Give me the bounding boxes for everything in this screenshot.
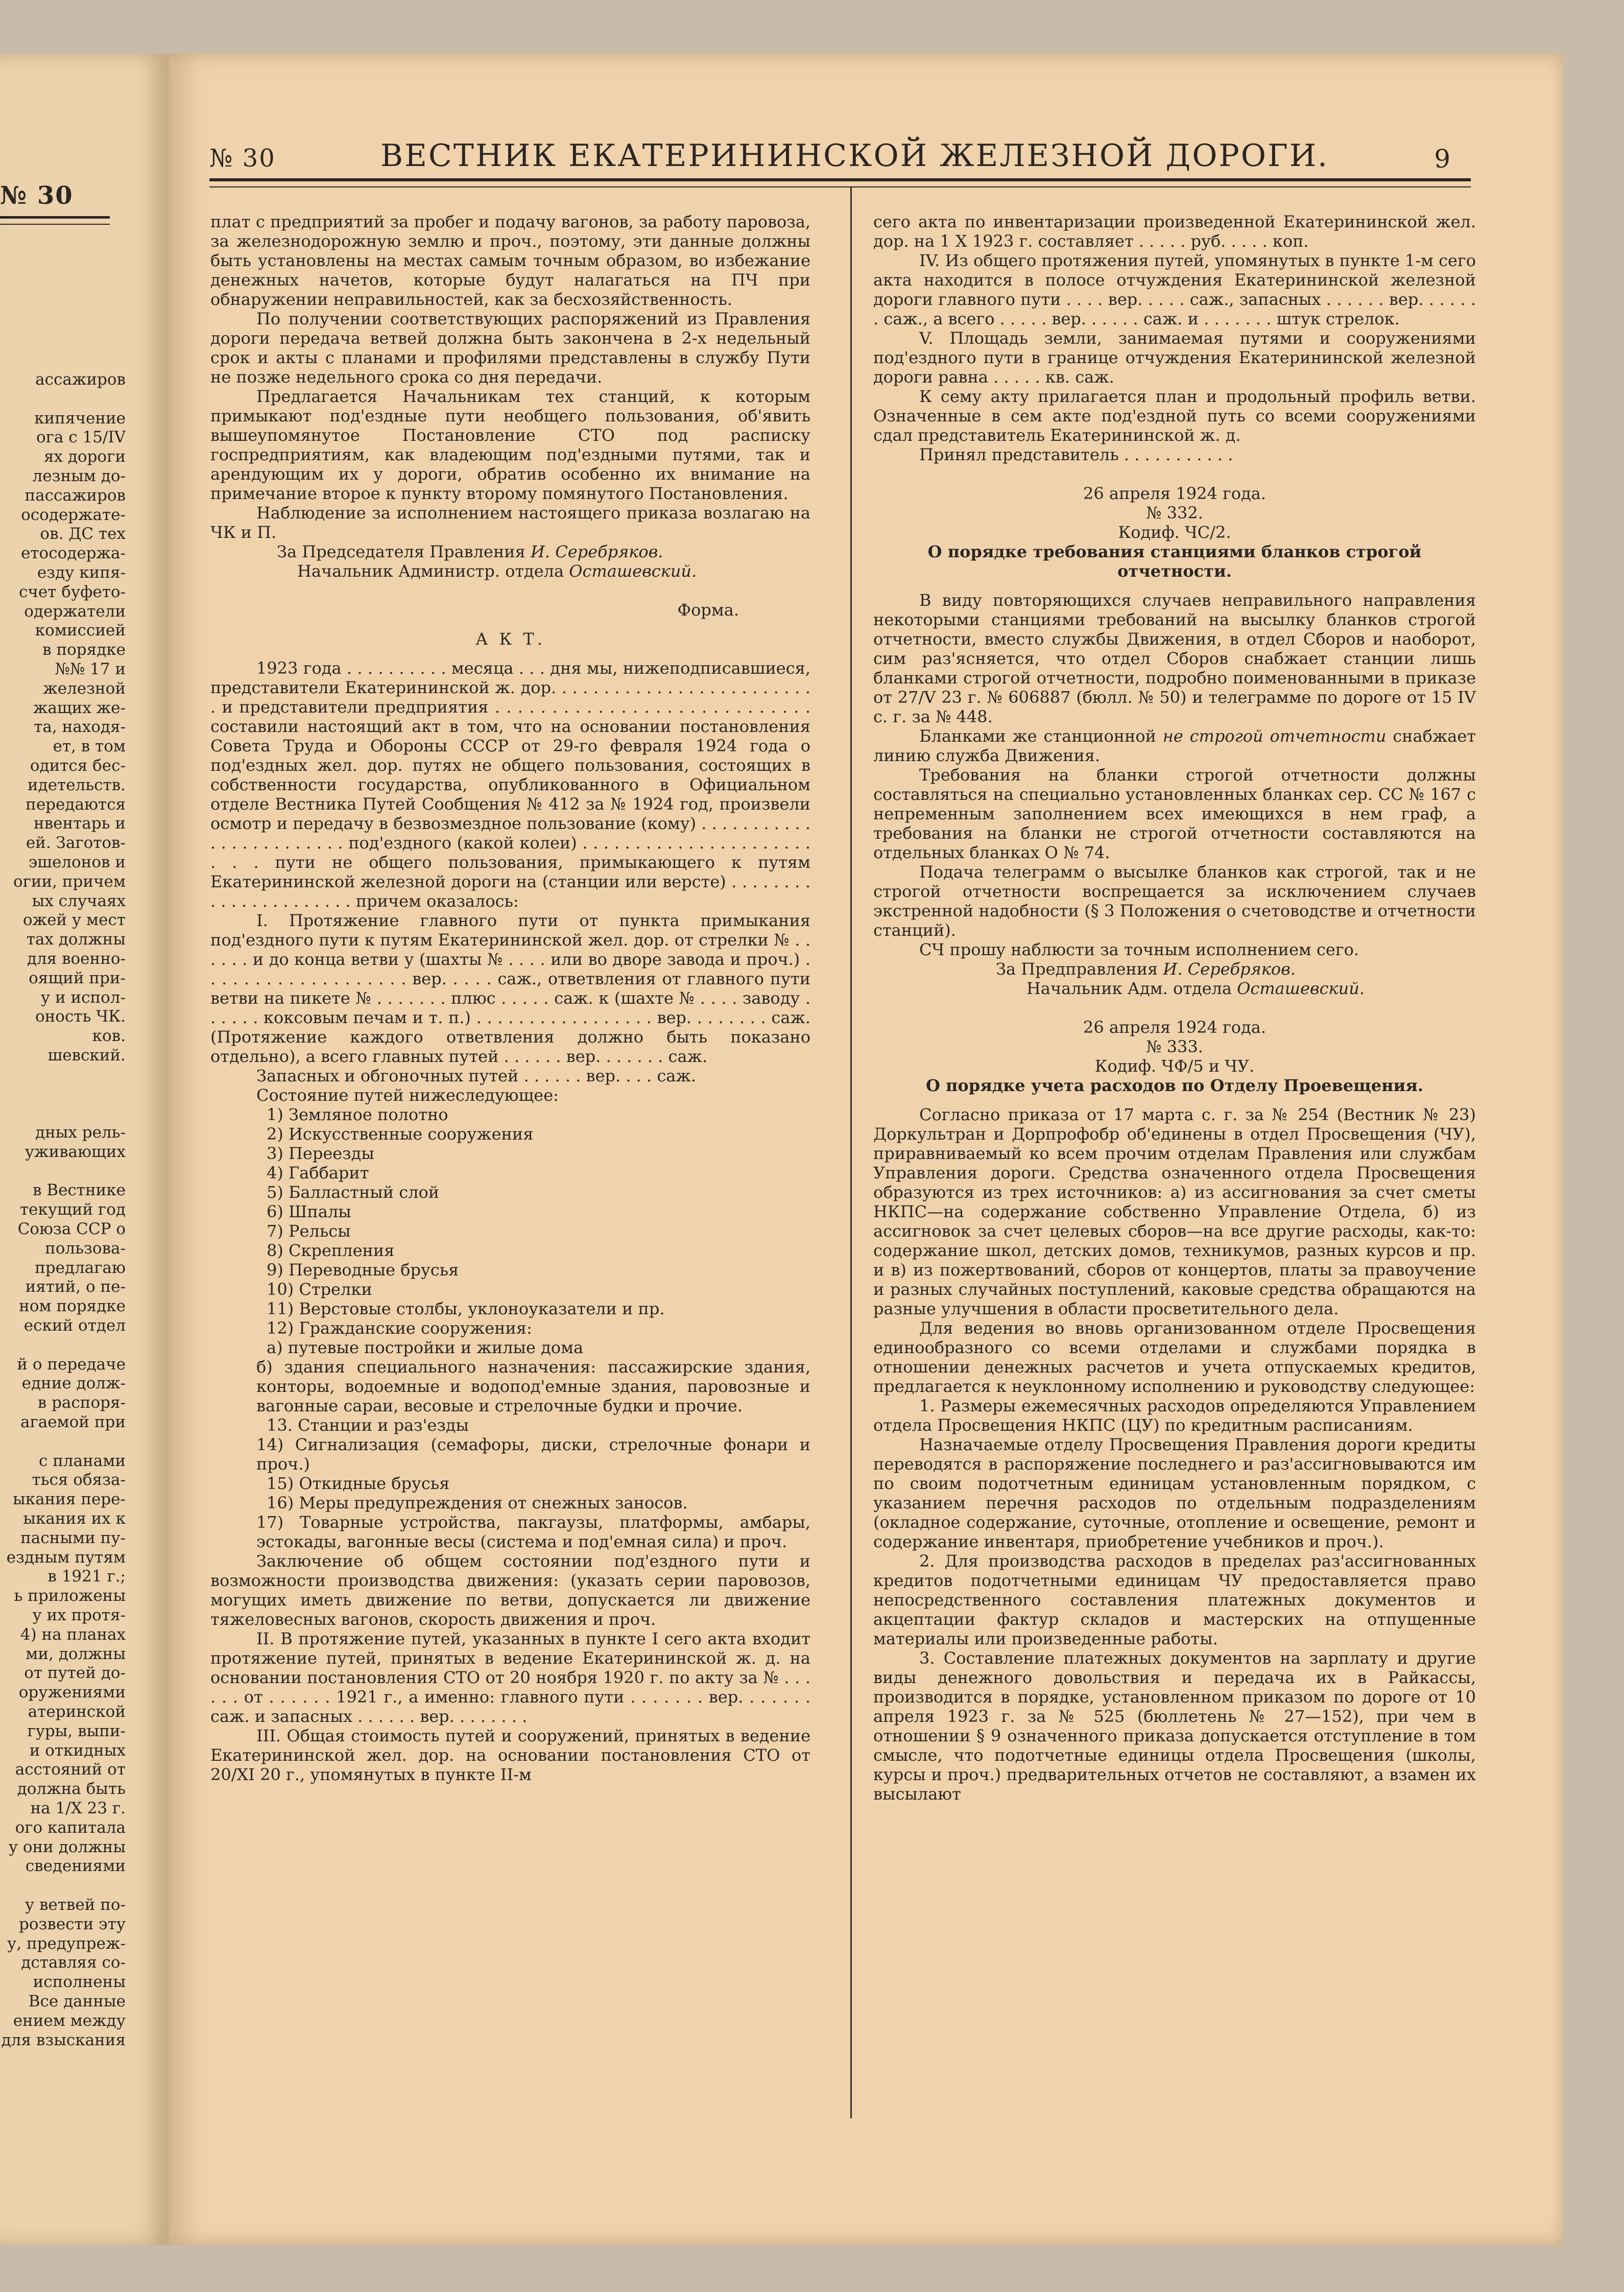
list-item: б) здания специального назначения: пассажирские здания, конторы, водоемные и водопод'емные здания, паровозные и вагонные сараи, весовые и стрелочные будки и прочие. — [256, 1357, 810, 1415]
adjacent-text-line: счет буфето- — [18, 582, 126, 601]
adjacent-text-line: едние долж- — [21, 1374, 126, 1393]
list-item: 9) Переводные брусья — [267, 1260, 459, 1280]
adjacent-text-line: для военно- — [27, 949, 126, 968]
paragraph: Назначаемые отделу Просвещения Правления дороги кредиты переводятся в распоряжение последнего и раз'ассигновываются им по своим подотчетным единицам установленным порядком, с указанием перечня расходов по отдельным подразделениям (окладное содержание, суточные, отопление и освещение, ремонт и содержание инвентаря, приобретение учебников и проч.). — [873, 1435, 1476, 1551]
paragraph: Требования на бланки строгой отчетности должны составляться на специально установленных бланках сер. СС № 167 с непременным заполнением всех имеющихся в нем граф, а требования на бланки не строгой отчетности составляются на отдельных бланках О № 74. — [873, 765, 1476, 862]
list-item: 6) Шпалы — [267, 1202, 351, 1221]
adjacent-text-line: у их протя- — [32, 1606, 126, 1624]
paragraph: 3. Составление платежных документов на зарплату и другие виды денежного довольствия и передача их в Райкассы, производится в порядке, установленном приказом по дороге от 10 апреля 1923 г. за № 525 (бюллетень № 27—152), при чем в отношении § 9 означенного приказа допускается отступление в том смысле, что подотчетные единицы отдела Просвещения (школы, курсы и проч.) предварительных отчетов не составляют, а взамен их высылают — [873, 1648, 1476, 1804]
adjacent-text-line: должна быть — [17, 1780, 126, 1799]
adjacent-text-line — [0, 1432, 126, 1452]
page-header — [209, 138, 1471, 174]
adjacent-text-line: ожей у мест — [22, 911, 126, 930]
paragraph: В виду повторяющихся случаев неправильного направления некоторыми станциями требований на высылку бланков строгой отчетности, вместо службы Движения, в отдел Сборов и наоборот, сим раз'ясняется, что отдел Сборов снабжает станции лишь бланками строгой отчетности, подробно поименованными в приказе от 27/V 23 г. № 606887 (бюлл. № 50) и телеграмме по дороге от 15 IV с. г. за № 448. — [873, 590, 1476, 726]
paragraph: II. В протяжение путей, указанных в пункте I сего акта входит протяжение путей, принятых в ведение Екатерининской ж. д. на основании постановления СТО от 20 ноября 1920 г. по акту за № . . . . . . от . . . . . . 1921 г., а именно: главного пути . . . . . . . вер. . . . . . . саж. и запасных . . . . . . вер. . . . . . . . — [210, 1629, 810, 1726]
list-item: 11) Верстовые столбы, уклоноуказатели и пр. — [267, 1299, 665, 1318]
paragraph: плат с предприятий за пробег и подачу вагонов, за работу паровоза, за железнодорожную землю и проч., поэтому, эти данные должны быть установлены на местах самым точным образом, во избежание денежных начетов, которые будут налагаться на ПЧ при обнаружении неправильностей, как за бесхозяйственность. — [210, 212, 810, 309]
list-item: 7) Рельсы — [267, 1221, 351, 1241]
adjacent-text-line: ением между — [13, 2011, 126, 2030]
list-item: 4) Габбарит — [267, 1163, 369, 1183]
list-item: 12) Гражданские сооружения: — [267, 1318, 532, 1338]
list-item: 5) Балластный слой — [267, 1183, 440, 1202]
adjacent-text-line: сведениями — [25, 1857, 126, 1876]
adjacent-text-line: 4) на планах — [20, 1625, 126, 1644]
signature-line: За Предправления И. Серебряков. — [996, 959, 1296, 979]
adjacent-text-line: пассажиров — [25, 486, 126, 505]
signature-line: За Председателя Правления И. Серебряков. — [277, 542, 663, 561]
header-rule — [209, 178, 1471, 187]
condition-list — [210, 1105, 810, 1338]
form-label: Форма. — [677, 600, 739, 620]
adjacent-text-line — [0, 1876, 126, 1896]
adjacent-text-line: ми, должны — [26, 1644, 126, 1663]
act-title: А К Т. — [475, 629, 545, 649]
list-item: 13. Станции и раз'езды — [267, 1415, 469, 1435]
paragraph: Согласно приказа от 17 марта с. г. за № 254 (Вестник № 23) Доркультран и Дорпрофобр об'единены в отдел Просвещения (ЧУ), приравниваемый ко всем прочим отделам Правления или службам Управления дороги. Средства означенного отдела Просвещения образуются из трех источников: а) из ассигнования за счет сметы НКПС—на содержание собственно Управление Отдела, б) из ассигновок за счет целевых сборов—на все другие расходы, как-то: содержание школ, детских домов, техникумов, разных курсов и пр. и в) из пожертвований, сборов от концертов, платы за правоучение и разных случайных поступлений, каковые средства обращаются на разные улучшения в области просветительного дела. — [873, 1105, 1476, 1318]
adjacent-text-line — [0, 1104, 126, 1123]
adjacent-text-line: и откидных — [29, 1741, 126, 1760]
paragraph: Бланками же станционной не строгой отчетности снабжает линию служба Движения. — [873, 726, 1476, 765]
adjacent-text-line: в 1921 г.; — [47, 1567, 126, 1586]
adjacent-text-line: у ветвей по- — [25, 1895, 126, 1914]
adjacent-text-line: иятий, о пе- — [25, 1278, 126, 1296]
adjacent-text-line: передаются — [26, 795, 126, 814]
adjacent-text-line: дставляя со- — [21, 1953, 126, 1972]
paragraph: К сему акту прилагается план и продольный профиль ветви. Означенные в сем акте под'ездной путь со всеми сооружениями сдал представитель Екатерининской ж. д. — [873, 387, 1476, 445]
order-date: 26 апреля 1924 года. — [1083, 484, 1266, 503]
list-item: 15) Откидные брусья — [267, 1474, 450, 1493]
adjacent-text-line: уживающих — [25, 1142, 126, 1161]
adjacent-text-line: Все данные — [28, 1992, 126, 2011]
adjacent-text-line: жащих же- — [33, 698, 126, 717]
adjacent-text-line: №№ 17 и — [55, 659, 126, 678]
order-number: № 332. — [1146, 503, 1203, 523]
adjacent-text-line: у и испол- — [40, 988, 126, 1007]
adjacent-text-line: комиссией — [35, 621, 126, 640]
adjacent-text-line: пользова- — [45, 1239, 126, 1258]
paragraph: По получении соответствующих распоряжений из Правления дороги передача ветвей должна быть закончена в 2-х недельный срок и акты с планами и профилями представлены в службу Пути не позже недельного срока со дня передачи. — [210, 309, 810, 387]
adjacent-text-line: ях дороги — [43, 447, 126, 466]
adjacent-text-line: ей. Заготов- — [26, 834, 126, 853]
paragraph: сего акта по инвентаризации произведенной Екатерининской жел. дор. на 1 X 1923 г. составляет . . . . . руб. . . . . коп. — [873, 212, 1476, 251]
paragraph: Принял представитель . . . . . . . . . . . — [919, 445, 1233, 464]
order-title: О порядке учета расходов по Отделу Проевещения. — [925, 1076, 1424, 1095]
adjacent-text-line: ь приложены — [14, 1587, 126, 1605]
list-item: 1) Земляное полотно — [267, 1105, 448, 1124]
adjacent-text-line: исполнены — [33, 1973, 126, 1992]
adjacent-text-line: оящий при- — [29, 968, 126, 987]
paragraph: Состояние путей нижеследующее: — [256, 1085, 559, 1105]
paragraph: Наблюдение за исполнением настоящего приказа возлагаю на ЧК и П. — [210, 503, 810, 542]
signatory-name: Осташевский. — [569, 561, 697, 581]
adjacent-text-line: Союза ССР о — [17, 1220, 126, 1239]
adjacent-text-line: у они должны — [8, 1837, 126, 1856]
list-item: 14) Сигнализация (семафоры, диски, стрелочные фонари и проч.) — [256, 1435, 810, 1474]
adjacent-text-line: етосодержа- — [21, 544, 126, 563]
adjacent-text-line: в порядке — [42, 641, 126, 659]
adjacent-text-line: одержатели — [24, 602, 126, 621]
adjacent-text-line: у, предупреж- — [7, 1934, 126, 1953]
column-divider — [850, 187, 852, 2118]
adjacent-text-line: розвести эту — [19, 1915, 126, 1933]
page-number: 9 — [1434, 144, 1450, 174]
signatory-name: И. Серебряков. — [1163, 959, 1296, 979]
order-date: 26 апреля 1924 года. — [1083, 1018, 1266, 1037]
signature-line: Начальник Администр. отдела Осташевский. — [297, 561, 697, 581]
adjacent-text-line: ов. ДС тех — [40, 525, 126, 544]
paragraph: Подача телеграмм о высылке бланков как строгой, так и не строгой отчетности воспрещается за исключением случаев экстренной надобности (§ 3 Положения о счетоводстве и отчетности станций). — [873, 862, 1476, 940]
paragraph: V. Площадь земли, занимаемая путями и сооружениями под'ездного пути в границе отчуждения Екатерининской железной дороги равна . . . . . кв. саж. — [873, 328, 1476, 387]
adjacent-text-line: шевский. — [47, 1046, 126, 1065]
adjacent-page-text — [0, 370, 126, 2050]
adjacent-text-line: тах должны — [26, 930, 126, 949]
list-item: 10) Стрелки — [267, 1280, 372, 1299]
adjacent-text-line: идетельств. — [28, 775, 126, 794]
adjacent-text-line: ога с 15/IV — [36, 428, 126, 447]
adjacent-text-line: ном порядке — [19, 1297, 126, 1316]
codification: Кодиф. ЧС/2. — [1118, 523, 1231, 542]
adjacent-text-line: ет, в том — [53, 737, 126, 756]
signatory-name: Осташевский. — [1237, 979, 1365, 998]
adjacent-text-line: ассажиров — [35, 370, 126, 389]
adjacent-text-line: оружениями — [18, 1683, 126, 1702]
adjacent-text-line — [0, 1336, 126, 1355]
adjacent-text-line: та, находя- — [34, 718, 126, 737]
adjacent-text-line — [0, 1066, 126, 1085]
signature-line: Начальник Адм. отдела Осташевский. — [1026, 979, 1365, 998]
adjacent-text-line: ться обяза- — [32, 1471, 126, 1490]
paragraph: СЧ прошу наблюсти за точным исполнением сего. — [919, 940, 1359, 959]
paragraph: IV. Из общего протяжения путей, упомянутых в пункте 1-м сего акта находится в полосе отчуждения Екатерининской железной дороги главного пути . . . . вер. . . . . саж., запасных . . . . . . вер. . . . . . . саж., а всего . . . . . вер. . . . . . саж. и . . . . . . . штук стрелок. — [873, 251, 1476, 328]
adjacent-text-line — [0, 1162, 126, 1182]
adjacent-text-line: ыкания их к — [23, 1509, 126, 1528]
list-item: 16) Меры предупреждения от снежных заносов. — [267, 1493, 688, 1513]
adjacent-header-rule — [0, 216, 110, 225]
adjacent-text-line: нвентарь и — [34, 814, 126, 833]
list-item: 8) Скрепления — [267, 1241, 395, 1260]
adjacent-text-line: осодержате- — [21, 505, 126, 524]
adjacent-text-line: ых случаях — [32, 891, 126, 910]
paragraph: 1. Размеры ежемесячных расходов определяются Управлением отдела Просвещения НКПС (ЦУ) по кредитным расписаниям. — [873, 1396, 1476, 1435]
codification: Кодиф. ЧФ/5 и ЧУ. — [1094, 1056, 1255, 1076]
adjacent-text-line: кипячение — [34, 409, 126, 428]
newspaper-page — [169, 54, 1563, 2245]
adjacent-text-line: текущий год — [19, 1200, 126, 1219]
list-item: 2) Искусственные сооружения — [267, 1124, 534, 1144]
adjacent-text-line — [0, 1084, 126, 1104]
order-title: О порядке требования станциями бланков строгой отчетности. — [927, 542, 1422, 581]
adjacent-text-line: ого капитала — [15, 1818, 126, 1837]
adjacent-text-line: от путей до- — [24, 1664, 126, 1683]
adjacent-text-line: й о передаче — [17, 1355, 126, 1374]
paragraph: Для ведения во вновь организованном отделе Просвещения единообразного со всеми отделами и службами порядка в отношении денежных расчетов и учета отпускаемых кредитов, предлагается к неуклонному исполнению и руководству следующее: — [873, 1318, 1476, 1396]
paragraph: III. Общая стоимость путей и сооружений, принятых в ведение Екатерининской жел. дор. на основании постановления СТО от 20/XI 20 г., упомянутых в пункте II-м — [210, 1726, 810, 1784]
paragraph: Запасных и обгоночных путей . . . . . . вер. . . . саж. — [256, 1066, 696, 1085]
adjacent-text-line: предлагаю — [35, 1258, 126, 1277]
adjacent-text-line: езду кипя- — [37, 563, 126, 582]
adjacent-page-number: № 30 — [0, 181, 74, 210]
adjacent-text-line: гуры, выпи- — [27, 1721, 126, 1740]
adjacent-text-line: на 1/X 23 г. — [30, 1799, 126, 1817]
adjacent-text-line: асстояний от — [15, 1760, 126, 1779]
order-number: № 333. — [1146, 1037, 1203, 1056]
paragraph: Предлагается Начальникам тех станций, к которым примыкают под'ездные пути необщего пользования, об'явить вышеупомянутое Постановление СТО под расписку госпредприятиям, как владеющим под'ездными путями, так и арендующим их у дороги, обратив особенно их внимание на примечание второе к пункту второму помянутого Постановления. — [210, 387, 810, 503]
publication-title: ВЕСТНИК ЕКАТЕРИНИНСКОЙ ЖЕЛЕЗНОЙ ДОРОГИ. — [380, 138, 1329, 174]
list-item: 17) Товарные устройства, пакгаузы, платформы, амбары, эстокады, вагонные весы (система и под'емная сила) и проч. — [256, 1513, 810, 1551]
adjacent-text-line: лезным до- — [32, 466, 126, 485]
adjacent-text-line: огии, причем — [13, 872, 126, 891]
left-column — [210, 212, 810, 1784]
issue-number: № 30 — [209, 144, 276, 173]
adjacent-text-line: ков. — [92, 1027, 126, 1046]
adjacent-text-line: атеринской — [28, 1702, 126, 1721]
list-item: а) путевые постройки и жилые дома — [267, 1338, 584, 1357]
paragraph: I. Протяжение главного пути от пункта примыкания под'ездного пути к путям Екатерининской жел. дор. от стрелки № . . . . . . и до конца ветви у (шахты № . . . . или во дворе завода и проч.) . . . . . . . . . . . . . . . . . . . вер. . . . . саж., ответвления от главного пути ветви на пикете № . . . . . . . плюс . . . . . саж. к (шахте № . . . . заводу . . . . . . коксовым печам и т. п.) . . . . . . . . . . . . . . . . . вер. . . . . . . . саж. (Протяжение каждого ответвления должно быть показано отдельно), а всего главных путей . . . . . . вер. . . . . . . саж. — [210, 911, 810, 1066]
paragraph: Заключение об общем состоянии под'ездного пути и возможности производства движения: (указать серии паровозов, могущих иметь движение по ветви, допускается ли движение тяжеловесных вагонов, скорость движения и проч. — [210, 1551, 810, 1629]
adjacent-text-line: для взыскания — [1, 2030, 126, 2049]
paragraph: 2. Для производства расходов в пределах раз'ассигнованных кредитов подотчетными единицам ЧУ предоставляется право непосредственного составления платежных документов и акцептации фактур складов и мастерских на отпущенные материалы или произведенные работы. — [873, 1551, 1476, 1648]
adjacent-text-line: одится бес- — [30, 756, 126, 775]
adjacent-text-line: дных рель- — [35, 1123, 126, 1142]
adjacent-text-line: еский отдел — [23, 1316, 126, 1335]
adjacent-text-line: в распоря- — [37, 1393, 126, 1412]
adjacent-text-line: пасными пу- — [20, 1528, 126, 1547]
adjacent-text-line: в Вестнике — [33, 1181, 126, 1200]
adjacent-text-line: оность ЧК. — [35, 1007, 126, 1026]
signatory-name: И. Серебряков. — [530, 542, 663, 561]
adjacent-text-line: с планами — [39, 1451, 126, 1470]
right-column — [873, 212, 1476, 1804]
adjacent-text-line: агаемой при — [20, 1413, 126, 1432]
adjacent-page — [0, 54, 169, 2245]
adjacent-text-line: эшелонов и — [28, 853, 126, 871]
adjacent-text-line: ездным путям — [6, 1548, 126, 1567]
adjacent-text-line — [0, 390, 126, 409]
list-item: 3) Переезды — [267, 1144, 374, 1163]
paragraph: 1923 года . . . . . . . . . . месяца . . . дня мы, нижеподписавшиеся, представители Екатерининской ж. дор. . . . . . . . . . . . . . . . . . . . . . . . . . и представители предприятия . . . . . . . . . . . . . . . . . . . . . . . . . . . . составили настоящий акт в том, что на основании постановления Совета Труда и Обороны СССР от 29-го февраля 1924 года о под'ездных жел. дор. путях не общего пользования, состоящих в собственности государства, опубликованного в Официальном отделе Вестника Путей Сообщения № 412 за № 1924 год, произвели осмотр и передачу в безвозмездное пользование (кому) . . . . . . . . . . . . . . . . . . . . . . . . под'ездного (какой колеи) . . . . . . . . . . . . . . . . . . . . . . . . . пути не общего пользования, примыкающего к путям Екатерининской железной дороги на (станции или версте) . . . . . . . . . . . . . . . . . . . . . . причем оказалось: — [210, 658, 810, 911]
adjacent-text-line: железной — [43, 679, 126, 698]
adjacent-text-line: ыкания пере- — [13, 1490, 126, 1509]
